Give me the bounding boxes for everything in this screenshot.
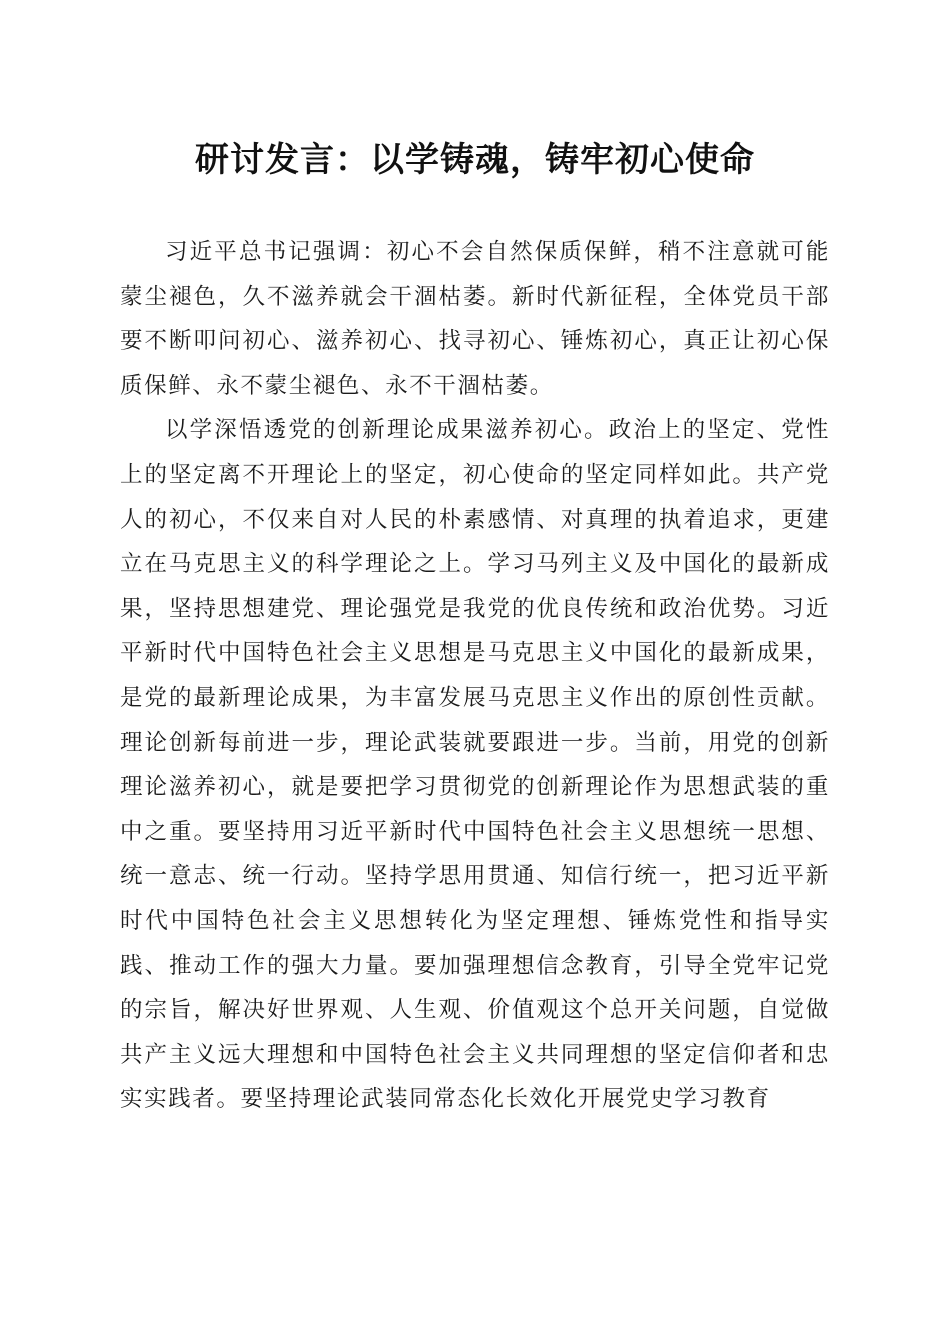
document-body (120, 230, 830, 1122)
paragraph-theory: 以学深悟透党的创新理论成果滋养初心。政治上的坚定、党性上的坚定离不开理论上的坚定，初心使命的坚定同样如此。共产党人的初心，不仅来自对人民的朴素感情、对真理的执着追求，更建立在马克思主义的科学理论之上。学习马列主义及中国化的最新成果，坚持思想建党、理论强党是我党的优良传统和政治优势。习近平新时代中国特色社会主义思想是马克思主义中国化的最新成果，是党的最新理论成果，为丰富发展马克思主义作出的原创性贡献。理论创新每前进一步，理论武装就要跟进一步。当前，用党的创新理论滋养初心，就是要把学习贯彻党的创新理论作为思想武装的重中之重。要坚持用习近平新时代中国特色社会主义思想统一思想、统一意志、统一行动。坚持学思用贯通、知信行统一，把习近平新时代中国特色社会主义思想转化为坚定理想、锤炼党性和指导实践、推动工作的强大力量。要加强理想信念教育，引导全党牢记党的宗旨，解决好世界观、人生观、价值观这个总开关问题，自觉做共产主义远大理想和中国特色社会主义共同理想的坚定信仰者和忠实实践者。要坚持理论武装同常态化长效化开展党史学习教育 (120, 417, 830, 1113)
document-title: 研讨发言：以学铸魂，铸牢初心使命 (195, 140, 755, 180)
paragraph-intro: 习近平总书记强调：初心不会自然保质保鲜，稍不注意就可能蒙尘褪色，久不滋养就会干涸枯萎。新时代新征程，全体党员干部要不断叩问初心、滋养初心、找寻初心、锤炼初心，真正让初心保质保鲜、永不蒙尘褪色、永不干涸枯萎。 (120, 239, 830, 399)
